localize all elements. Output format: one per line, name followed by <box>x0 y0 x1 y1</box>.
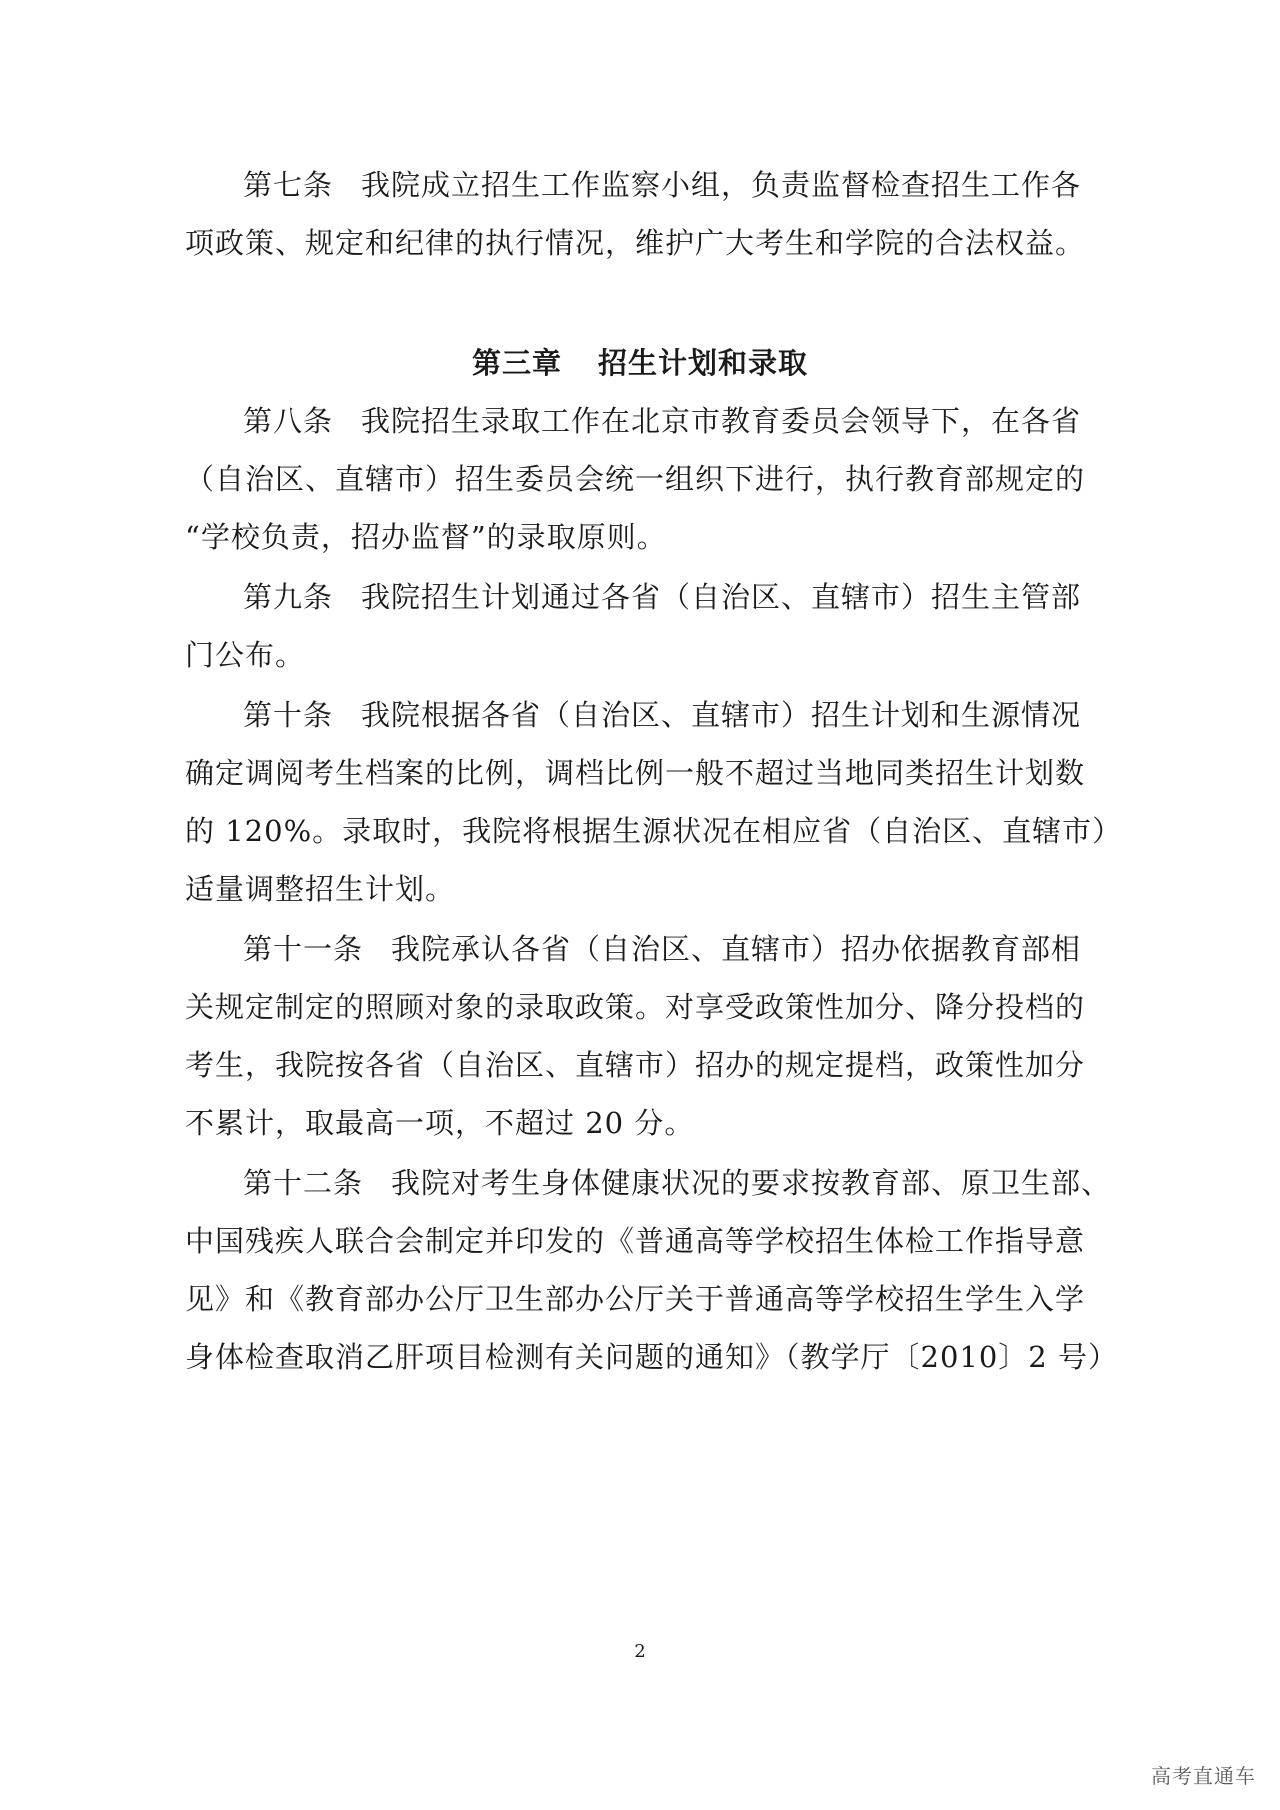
article-11-line-2: 关规定制定的照顾对象的录取政策。对享受政策性加分、降分投档的 <box>185 990 1086 1024</box>
article-8-text-1: 我院招生录取工作在北京市教育委员会领导下，在各省 <box>361 404 1082 438</box>
article-11-line-4: 不累计，取最高一项，不超过 20 分。 <box>185 1106 695 1140</box>
article-12-line-3: 见》和《教育部办公厅卫生部办公厅关于普通高等学校招生学生入学 <box>185 1282 1086 1316</box>
article-11-line-1 <box>243 924 1105 974</box>
article-9-line-2: 门公布。 <box>185 638 306 672</box>
article-8-line-3: “学校负责，招办监督”的录取原则。 <box>185 520 667 554</box>
article-10-text-1: 我院根据各省（自治区、直辖市）招生计划和生源情况 <box>361 698 1082 732</box>
article-10-line-1 <box>243 690 1105 740</box>
chapter-heading <box>0 338 1280 388</box>
watermark: 高考直通车 <box>1151 1764 1256 1788</box>
article-7-line-1 <box>243 160 1105 210</box>
article-9-text-1: 我院招生计划通过各省（自治区、直辖市）招生主管部 <box>361 580 1082 614</box>
article-7-label: 第七条 <box>243 168 334 202</box>
article-10-line-2: 确定调阅考生档案的比例，调档比例一般不超过当地同类招生计划数 <box>185 756 1086 790</box>
article-8-line-2: （自治区、直辖市）招生委员会统一组织下进行，执行教育部规定的 <box>185 462 1086 496</box>
article-12-line-2: 中国残疾人联合会制定并印发的《普通高等学校招生体检工作指导意 <box>185 1224 1086 1258</box>
chapter-number: 第三章 <box>471 346 562 380</box>
article-9-label: 第九条 <box>243 580 334 614</box>
page-number: 2 <box>634 1641 646 1662</box>
article-8-label: 第八条 <box>243 404 334 438</box>
article-11-line-3: 考生，我院按各省（自治区、直辖市）招办的规定提档，政策性加分 <box>185 1048 1086 1082</box>
article-11-text-1: 我院承认各省（自治区、直辖市）招办依据教育部相 <box>391 932 1082 966</box>
article-8-line-1 <box>243 396 1105 446</box>
article-7-text-1: 我院成立招生工作监察小组，负责监督检查招生工作各 <box>361 168 1082 202</box>
article-7-line-2: 项政策、规定和纪律的执行情况，维护广大考生和学院的合法权益。 <box>185 226 1086 260</box>
article-12-label: 第十二条 <box>243 1166 364 1200</box>
article-12-line-4: 身体检查取消乙肝项目检测有关问题的通知》（教学厅〔2010〕2 号） <box>185 1340 1118 1374</box>
article-9-line-1 <box>243 572 1105 622</box>
article-10-label: 第十条 <box>243 698 334 732</box>
article-10-line-4: 适量调整招生计划。 <box>185 872 456 906</box>
article-11-label: 第十一条 <box>243 932 364 966</box>
article-12-line-1 <box>243 1158 1112 1208</box>
article-12-text-1: 我院对考生身体健康状况的要求按教育部、原卫生部、 <box>391 1166 1112 1200</box>
chapter-title: 招生计划和录取 <box>598 346 809 380</box>
article-10-line-3: 的 120%。录取时，我院将根据生源状况在相应省（自治区、直辖市） <box>185 814 1123 848</box>
